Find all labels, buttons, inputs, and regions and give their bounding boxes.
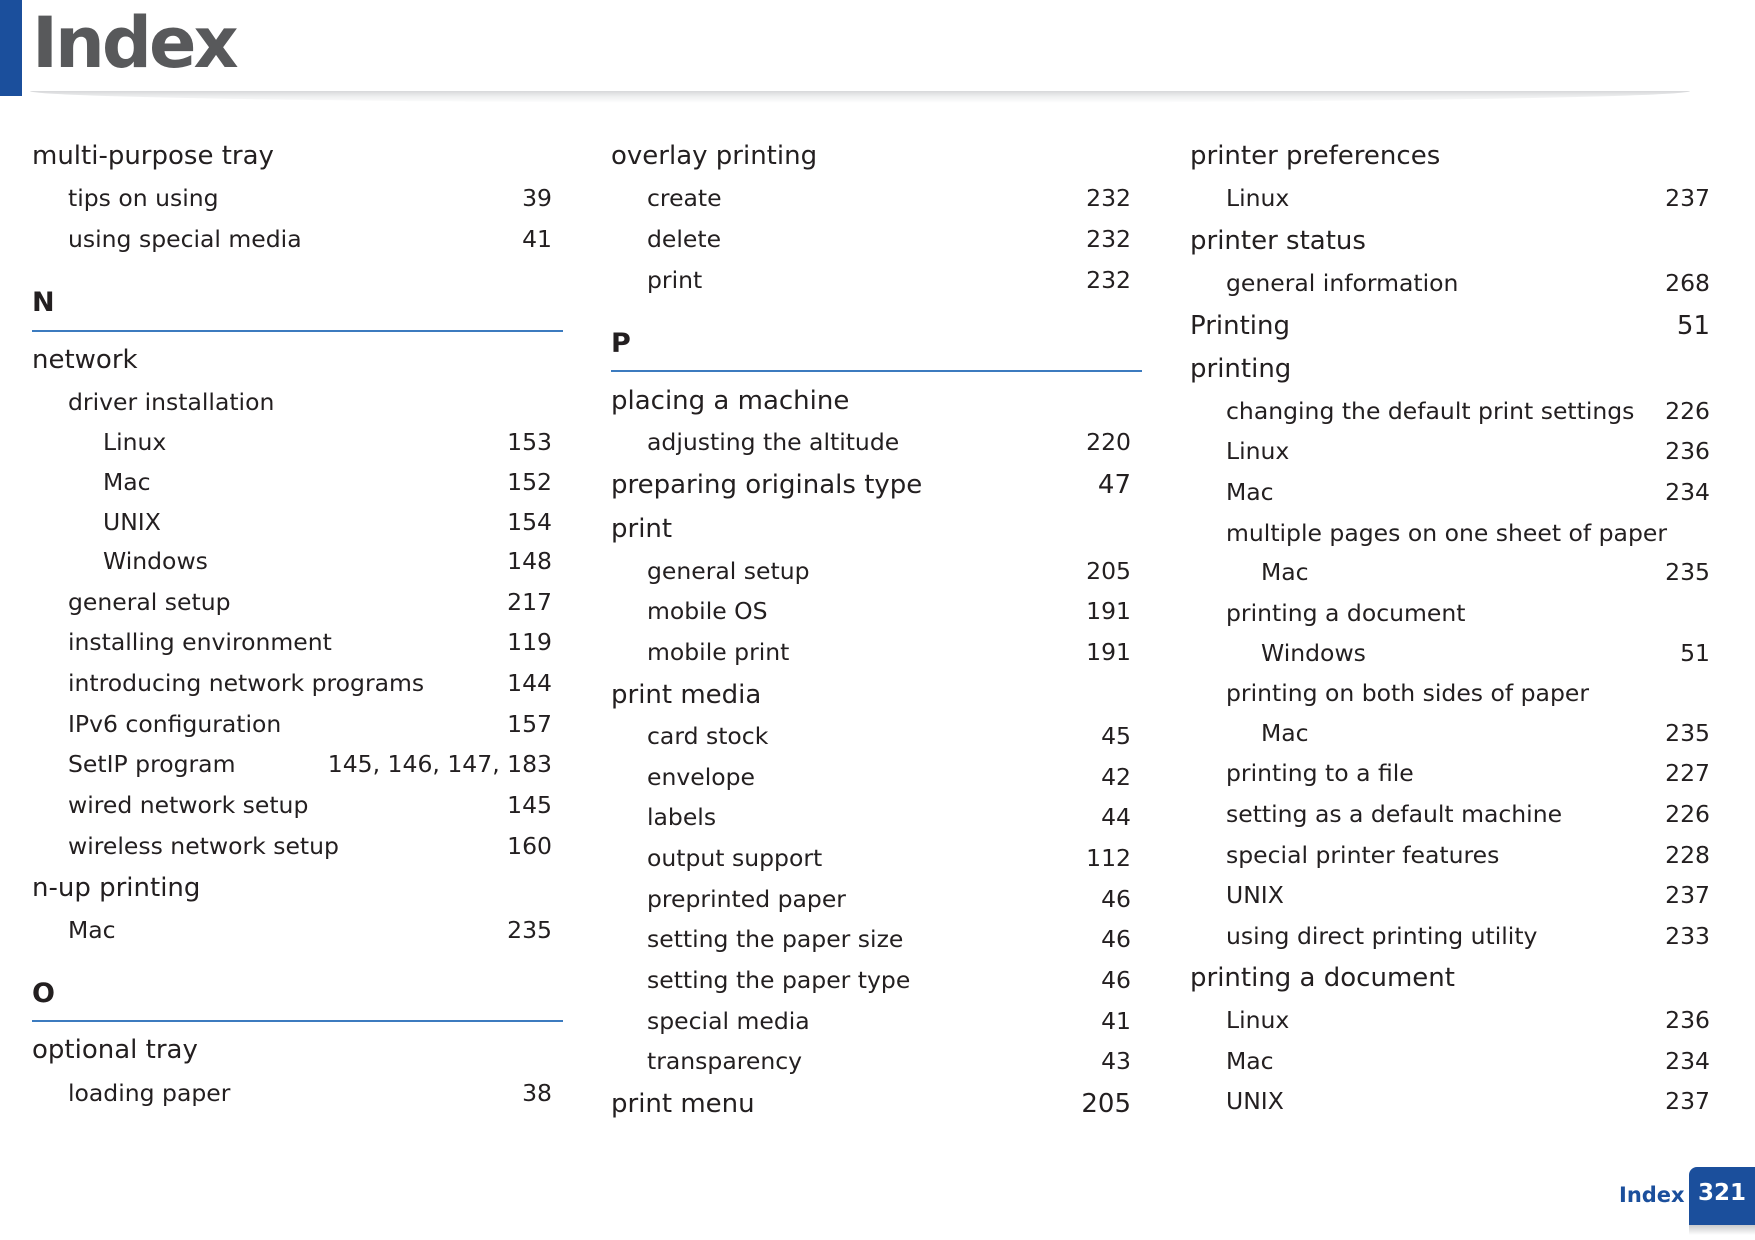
page-reference: 46 bbox=[1101, 966, 1131, 994]
page-reference: 145, 146, 147, 183 bbox=[327, 750, 552, 778]
page-reference: 47 bbox=[1097, 470, 1131, 500]
page-reference: 235 bbox=[1665, 558, 1710, 586]
page-reference: 145 bbox=[507, 791, 552, 819]
page-reference: 228 bbox=[1665, 841, 1710, 869]
header-divider bbox=[30, 91, 1690, 103]
page-reference: 237 bbox=[1665, 184, 1710, 212]
page-reference: 39 bbox=[522, 184, 552, 212]
page-reference: 45 bbox=[1101, 722, 1131, 750]
page-reference: 227 bbox=[1665, 759, 1710, 787]
page-reference: 233 bbox=[1665, 922, 1710, 950]
page-reference: 41 bbox=[1101, 1007, 1131, 1035]
page-reference: 235 bbox=[507, 916, 552, 944]
page-reference: 144 bbox=[507, 669, 552, 697]
page-reference: 153 bbox=[507, 428, 552, 456]
page-reference: 226 bbox=[1665, 800, 1710, 828]
section-letter-p: P bbox=[611, 328, 631, 359]
page-reference: 235 bbox=[1665, 719, 1710, 747]
page-reference: 205 bbox=[1086, 557, 1131, 585]
page-reference: 46 bbox=[1101, 925, 1131, 953]
footer-section-label: Index bbox=[1619, 1183, 1685, 1207]
page-reference: 232 bbox=[1086, 184, 1131, 212]
page-reference: 160 bbox=[507, 832, 552, 860]
page-reference: 234 bbox=[1665, 478, 1710, 506]
page-reference: 157 bbox=[507, 710, 552, 738]
page-reference: 220 bbox=[1086, 428, 1131, 456]
page-reference: 51 bbox=[1676, 311, 1710, 341]
section-letter-n: N bbox=[32, 287, 55, 318]
section-letter-o: O bbox=[32, 978, 55, 1009]
page-reference: 191 bbox=[1086, 638, 1131, 666]
page-reference: 237 bbox=[1665, 1087, 1710, 1115]
page-reference: 226 bbox=[1665, 397, 1710, 425]
page-reference: 232 bbox=[1086, 266, 1131, 294]
section-divider bbox=[32, 330, 563, 332]
page-reference: 217 bbox=[507, 588, 552, 616]
page-reference: 38 bbox=[522, 1079, 552, 1107]
page-reference: 232 bbox=[1086, 225, 1131, 253]
page-reference: 148 bbox=[507, 547, 552, 575]
page-reference: 112 bbox=[1086, 844, 1131, 872]
page-number: 321 bbox=[1689, 1167, 1755, 1225]
page-reference: 236 bbox=[1665, 1006, 1710, 1034]
page-reference: 236 bbox=[1665, 437, 1710, 465]
page-reference: 191 bbox=[1086, 597, 1131, 625]
page-reference: 234 bbox=[1665, 1047, 1710, 1075]
page-title: Index bbox=[32, 2, 236, 84]
page-reference: 41 bbox=[522, 225, 552, 253]
page-reference: 46 bbox=[1101, 885, 1131, 913]
title-accent-bar bbox=[0, 0, 22, 96]
page-reference: 51 bbox=[1680, 639, 1710, 667]
page-reference: 119 bbox=[507, 628, 552, 656]
page-reference: 44 bbox=[1101, 803, 1131, 831]
section-divider bbox=[611, 370, 1142, 372]
page-reference: 237 bbox=[1665, 881, 1710, 909]
page-reference: 152 bbox=[507, 468, 552, 496]
page-reference: 154 bbox=[507, 508, 552, 536]
section-divider bbox=[32, 1020, 563, 1022]
page-number-shadow bbox=[1689, 1225, 1755, 1235]
page-reference: 42 bbox=[1101, 763, 1131, 791]
page-reference: 268 bbox=[1665, 269, 1710, 297]
page-reference: 43 bbox=[1101, 1047, 1131, 1075]
page-reference: 205 bbox=[1081, 1089, 1131, 1119]
